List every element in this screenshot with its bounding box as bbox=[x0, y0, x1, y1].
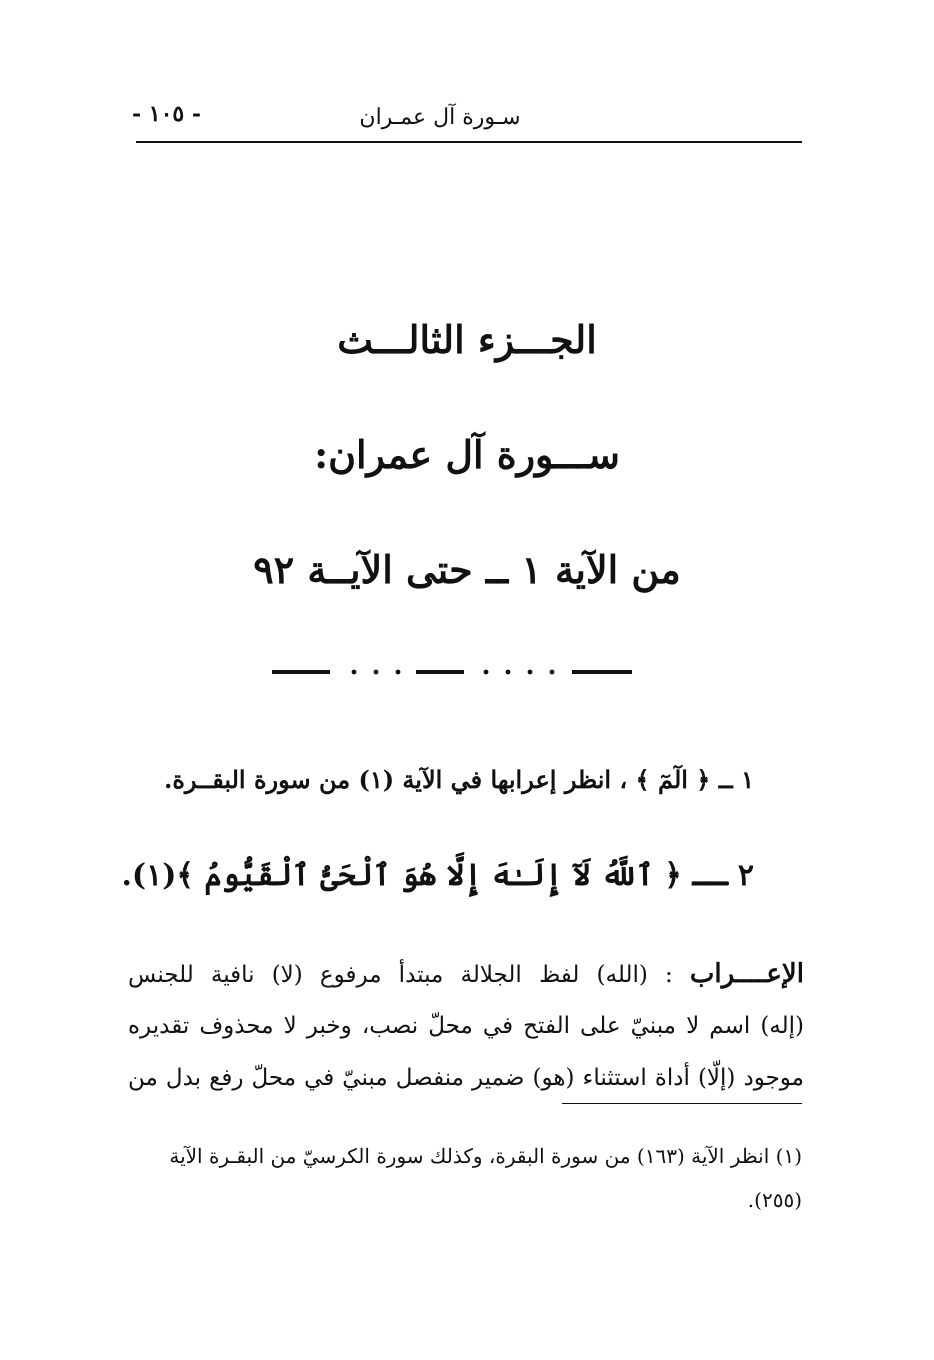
irab-heading: الإعــــراب bbox=[689, 959, 804, 989]
irab-paragraph bbox=[128, 948, 804, 1104]
page-number: - ١٠٥ - bbox=[132, 101, 202, 127]
footnote-line-2: (٢٥٥). bbox=[747, 1188, 802, 1212]
footnote-rule bbox=[562, 1103, 802, 1104]
footnote bbox=[136, 1134, 802, 1222]
verse-line-1: ١ ــ ﴿ الٓمٓ ﴾ ، انظر إعرابها في الآية (١) من سورة البقــرة. bbox=[163, 765, 754, 794]
footnote-line-1: (١) انظر الآية (١٦٣) من سورة البقرة، وكذلك سورة الكرسيّ من البقـرة الآية bbox=[169, 1144, 802, 1168]
verse-line-2: ٢ ــ ﴿ ٱللَّهُ لَآ إِلَـٰهَ إِلَّا هُوَ ٱلْحَىُّ ٱلْقَيُّومُ ﴾(١). bbox=[121, 858, 754, 893]
irab-line-2: (إله) اسم لا مبنيّ على الفتح في محلّ نصب، وخبر لا محذوف تقديره bbox=[128, 1013, 804, 1039]
irab-line-3: موجود (إلّا) أداة استثناء (هو) ضمير منفصل مبنيّ في محلّ رفع بدل من bbox=[128, 1065, 804, 1091]
irab-line-1: الإعــــراب : (الله) لفظ الجلالة مبتدأ مرفوع (لا) نافية للجنس bbox=[128, 959, 804, 989]
part-title: الجـــزء الثالـــث bbox=[337, 317, 597, 362]
header-rule bbox=[136, 141, 802, 143]
verse-range-title: من الآية ١ ــ حتى الآيــة ٩٢ bbox=[253, 547, 681, 592]
surah-title: ســـورة آل عمران: bbox=[314, 432, 620, 477]
ornamental-separator bbox=[272, 662, 632, 682]
running-title: سـورة آل عمـران bbox=[359, 105, 521, 130]
